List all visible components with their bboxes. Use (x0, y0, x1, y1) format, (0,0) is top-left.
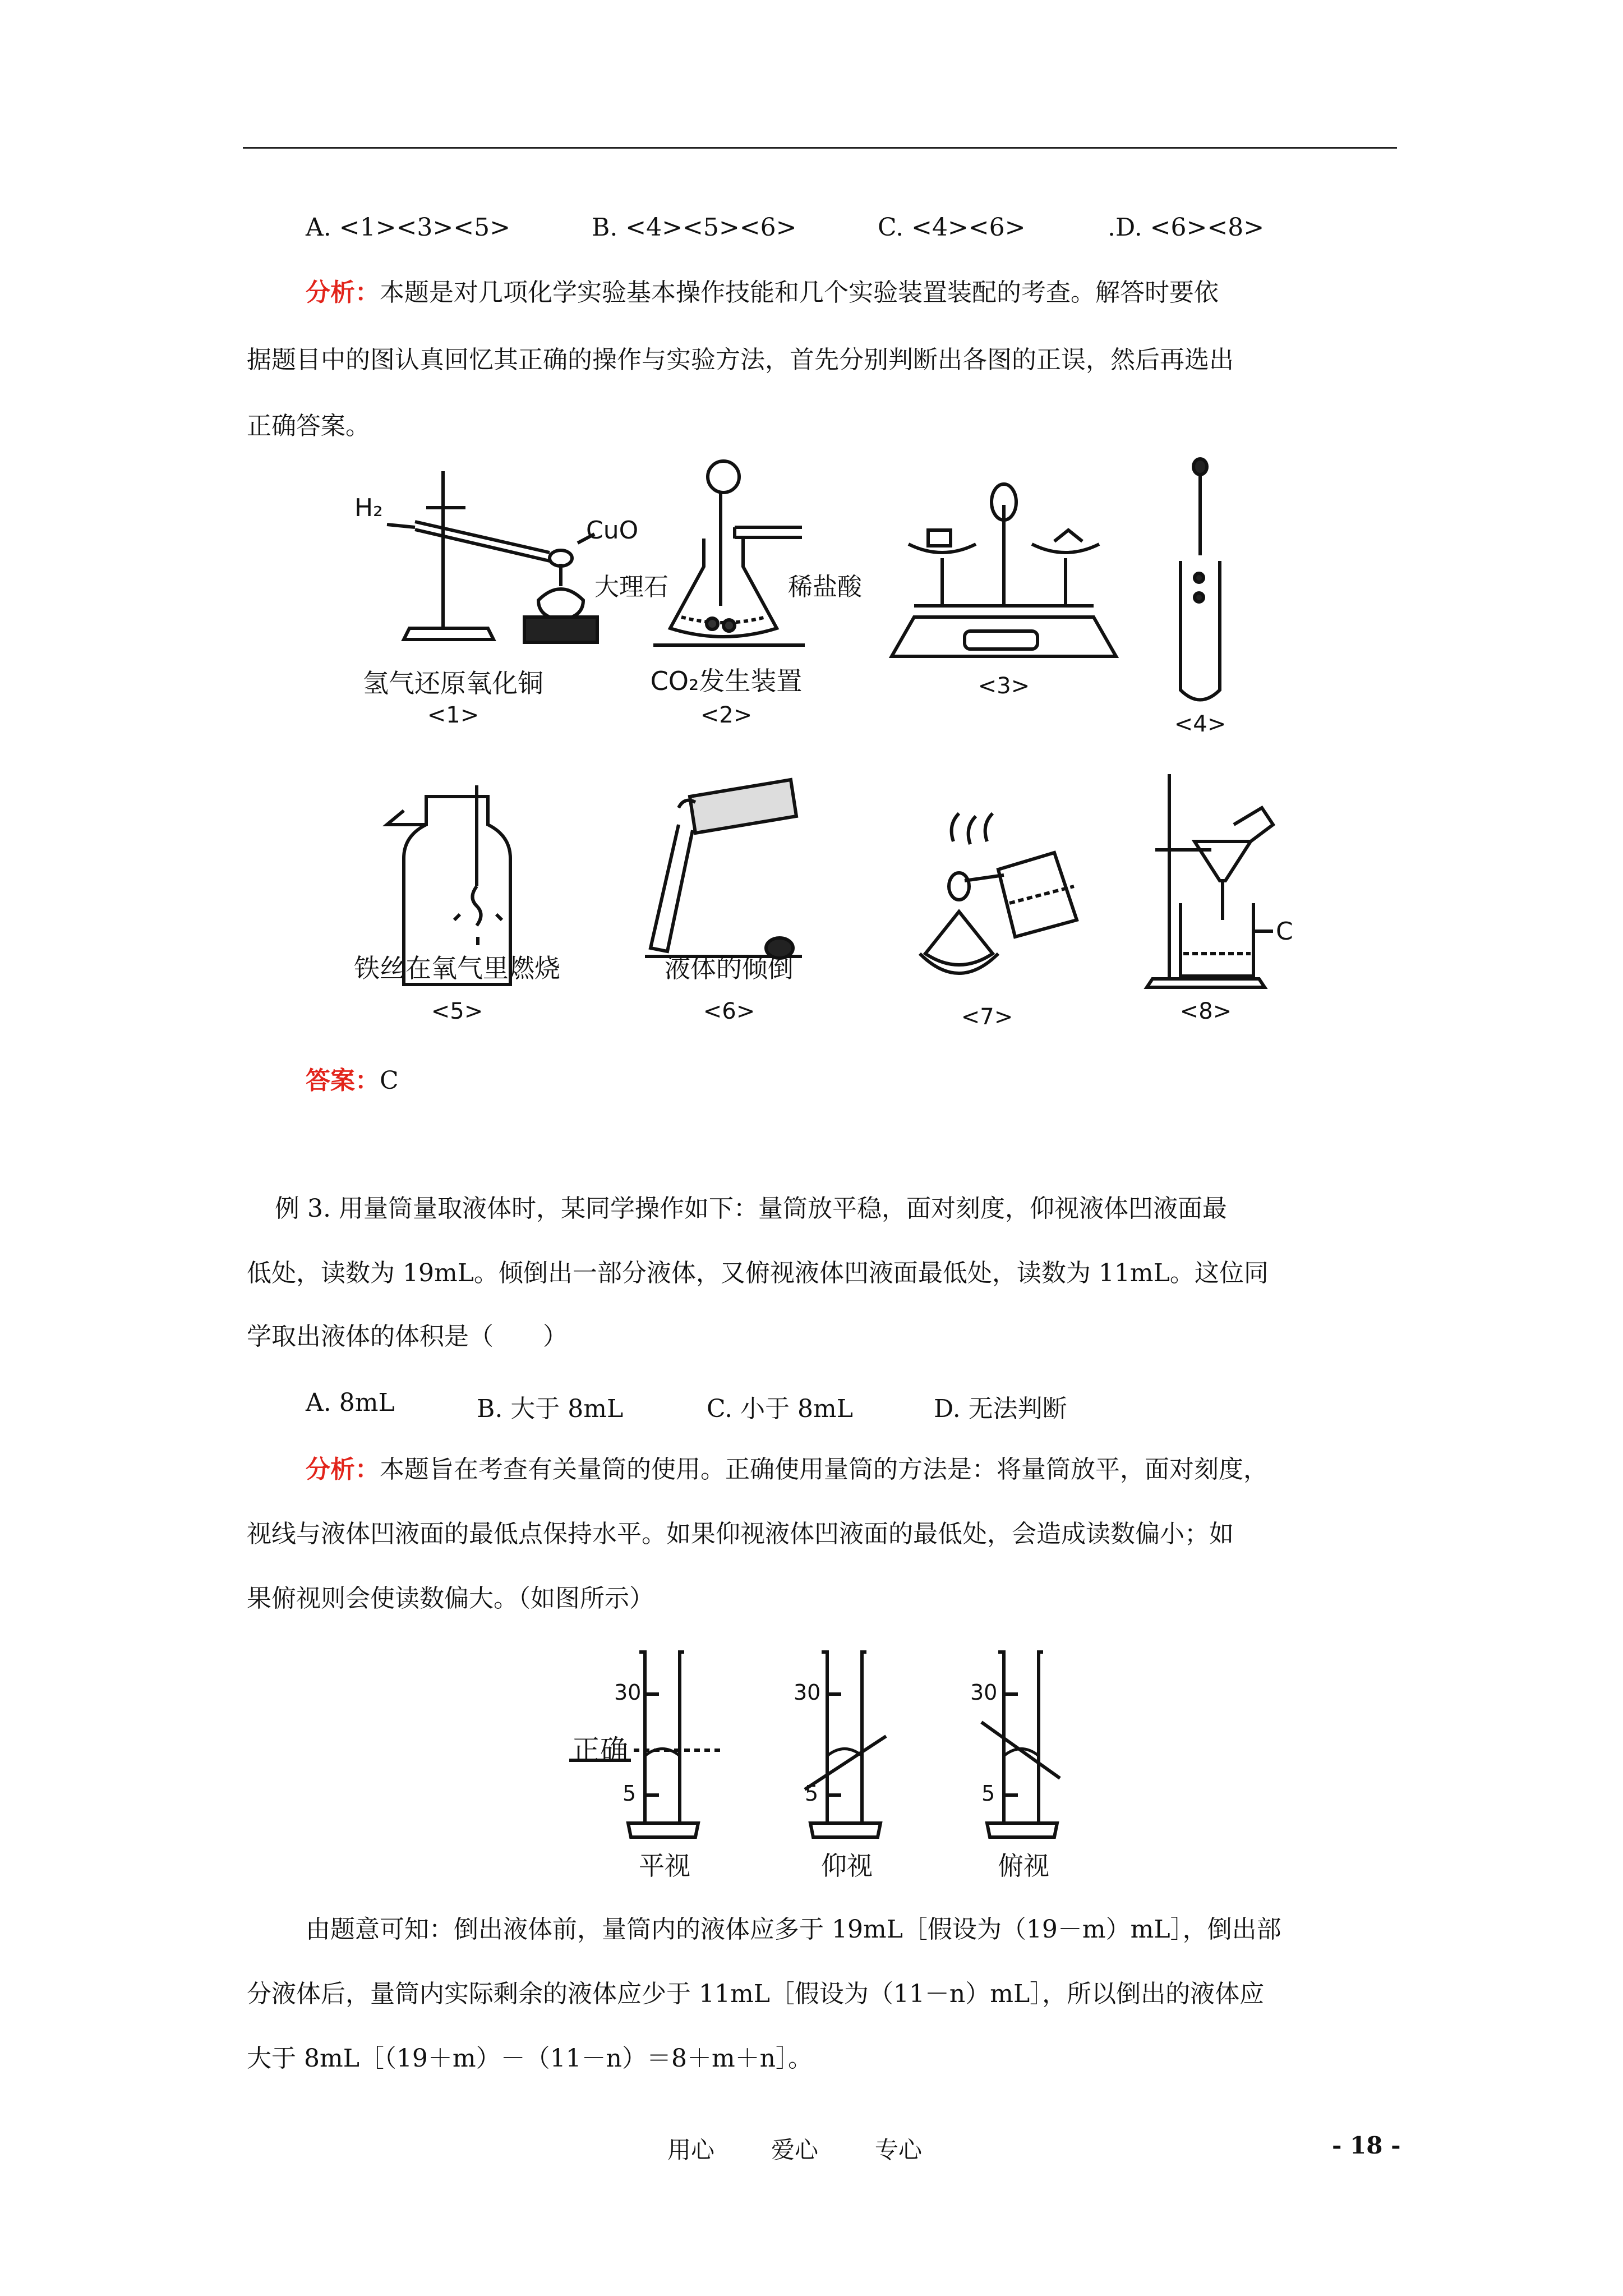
q3-analysis-line-1: 分析：本题旨在考查有关量筒的使用。正确使用量筒的方法是：将量筒放平，面对刻度， (306, 1455, 1268, 1484)
cyl2-caption: 仰视 (821, 1851, 873, 1881)
fig6-tag: <6> (703, 999, 755, 1024)
q3-conclusion-line-2: 分液体后，量筒内实际剩余的液体应少于 11mL［假设为（11－n）mL］，所以倒出的液体应 (247, 1980, 1265, 2008)
footer-motto-2: 爱心 (771, 2136, 819, 2164)
fig3-tag: <3> (978, 673, 1030, 699)
cyl1-caption: 平视 (639, 1851, 690, 1881)
q3-analysis-line-3: 果俯视则会使读数偏大。（如图所示） (247, 1584, 654, 1613)
fig1-label-h2: H₂ (354, 494, 383, 522)
q3-option-c: C. 小于 8mL (707, 1395, 853, 1423)
fig2-caption: CO₂发生装置 (650, 666, 803, 696)
fig8-tag: <8> (1179, 999, 1232, 1024)
q3-option-d: D. 无法判断 (934, 1395, 1067, 1423)
cyl3-top-mark: 30 (970, 1680, 998, 1705)
q3-analysis-label: 分析： (306, 1455, 380, 1484)
q2-option-b: B. <4><5><6> (592, 213, 797, 242)
fig4-tag: <4> (1174, 711, 1227, 737)
fig5-caption: 铁丝在氧气里燃烧 (354, 953, 560, 983)
q2-analysis-line-1: 分析：本题是对几项化学实验基本操作技能和几个实验装置装配的考查。解答时要依 (306, 278, 1219, 307)
cyl3-bottom-mark: 5 (981, 1781, 995, 1806)
footer-motto-3: 专心 (875, 2136, 923, 2164)
fig5-tag: <5> (431, 999, 483, 1024)
fig2-label-marble: 大理石 (594, 573, 668, 601)
cyl2-top-mark: 30 (794, 1680, 821, 1705)
q2-analysis-label: 分析： (306, 278, 380, 307)
q2-option-c: C. <4><6> (878, 213, 1026, 242)
q3-stem-line-1: 例 3. 用量筒量取液体时，某同学操作如下：量筒放平稳，面对刻度，仰视液体凹液面最 (275, 1194, 1227, 1223)
footer-motto-1: 用心 (667, 2136, 715, 2164)
q3-option-b: B. 大于 8mL (477, 1395, 624, 1423)
cyl1-top-mark: 30 (614, 1680, 642, 1705)
fig1-tag: <1> (427, 702, 479, 728)
cyl1-bottom-mark: 5 (623, 1781, 637, 1806)
q2-analysis-line-3: 正确答案。 (247, 412, 370, 440)
q2-analysis-line-2: 据题目中的图认真回忆其正确的操作与实验方法，首先分别判断出各图的正误，然后再选出 (247, 346, 1234, 374)
fig7-tag: <7> (961, 1004, 1013, 1030)
q3-conclusion-line-1: 由题意可知：倒出液体前，量筒内的液体应多于 19mL［假设为（19－m）mL］，倒出部 (306, 1915, 1281, 1944)
q3-stem-line-2: 低处，读数为 19mL。倾倒出一部分液体，又俯视液体凹液面最低处，读数为 11mL。这位同 (247, 1259, 1269, 1287)
q3-stem-line-3: 学取出液体的体积是（ ） (247, 1322, 568, 1351)
fig2-label-acid: 稀盐酸 (788, 573, 862, 601)
q2-option-d: .D. <6><8> (1108, 213, 1265, 242)
q2-option-a: A. <1><3><5> (306, 213, 510, 242)
fig2-tag: <2> (700, 702, 753, 728)
fig8-label-c: C (1276, 917, 1293, 946)
q3-option-a: A. 8mL (306, 1388, 395, 1417)
fig6-caption: 液体的倾倒 (665, 953, 794, 983)
q3-analysis-line-2: 视线与液体凹液面的最低点保持水平。如果仰视液体凹液面的最低处，会造成读数偏小；如 (247, 1520, 1234, 1548)
cyl1-side-label: 正确 (572, 1734, 628, 1766)
q2-answer-label: 答案： (306, 1066, 380, 1095)
q2-answer: 答案：C (306, 1066, 399, 1095)
fig1-caption: 氢气还原氧化铜 (363, 668, 543, 698)
q3-conclusion-line-3: 大于 8mL［（19＋m）－（11－n）＝8＋m＋n］。 (247, 2044, 813, 2073)
cyl2-bottom-mark: 5 (805, 1781, 819, 1806)
fig1-label-cuo: CuO (586, 516, 639, 545)
cyl3-caption: 俯视 (998, 1851, 1049, 1881)
page-number: - 18 - (1332, 2132, 1401, 2159)
